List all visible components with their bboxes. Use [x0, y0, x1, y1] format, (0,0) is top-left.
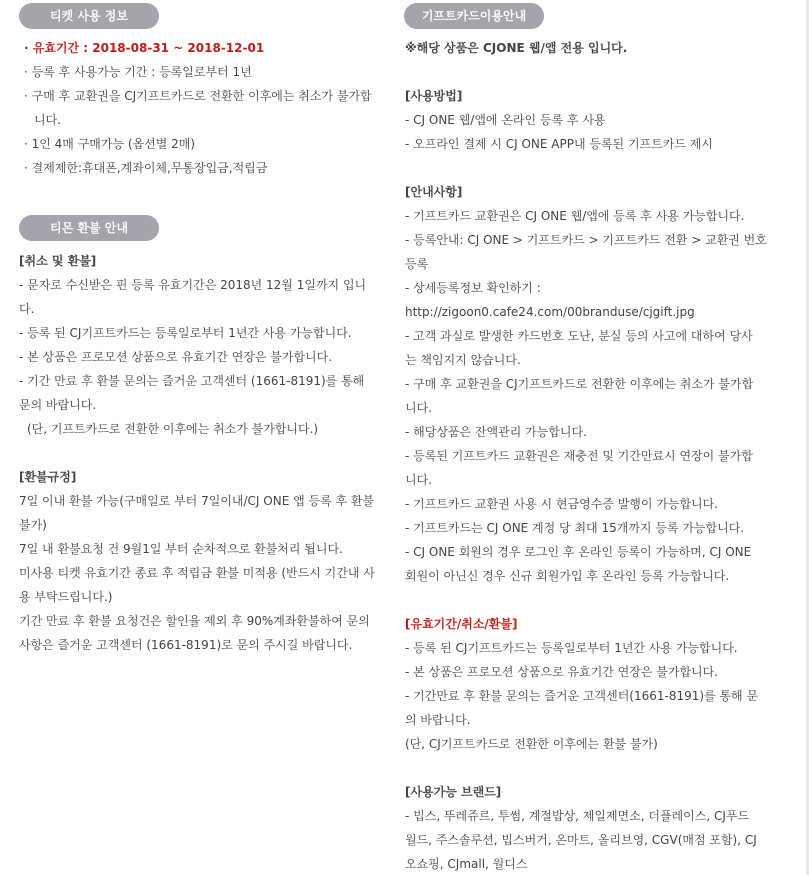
info-line: - 등록안내: CJ ONE > 기프트카드 > 기프트카드 전환 > 교환권 번호: [405, 233, 767, 247]
info-line: - 기프트카드는 CJ ONE 계정 당 최대 15개까지 등록 가능합니다.: [405, 521, 745, 535]
info-line: - 오프라인 결제 시 CJ ONE APP내 등록된 기프트카드 제시: [405, 137, 713, 151]
info-line: · 1인 4매 구매가능 (옵션별 2매): [24, 137, 196, 151]
section-heading: [사용가능 브랜드]: [405, 785, 502, 799]
info-line: 회원이 아닌신 경우 신규 회원가입 후 온라인 등록 가능합니다.: [405, 569, 730, 583]
brand-line: 월드, 주스솔루션, 빕스버거, 온마트, 올리브영, CGV(매점 포함), CJ: [405, 833, 757, 847]
info-line: 등록: [405, 257, 429, 271]
info-line: - CJ ONE 웹/앱에 온라인 등록 후 사용: [405, 113, 606, 127]
info-line: 7일 이내 환불 가능(구매일로 부터 7일이내/CJ ONE 앱 등록 후 환불: [19, 494, 375, 508]
section-heading: [안내사항]: [405, 185, 463, 199]
info-line: - 기간 만료 후 환불 문의는 즐거운 고객센터 (1661-8191)를 통해: [19, 374, 365, 388]
info-line: - 본 상품은 프로모션 상품으로 유효기간 연장은 불가합니다.: [19, 350, 333, 364]
info-line: · 결제제한:휴대폰,계좌이체,무통장입금,적립금: [24, 161, 268, 175]
info-line: 니다.: [405, 473, 432, 487]
info-line: 7일 내 환불요청 건 9월1일 부터 순차적으로 환불처리 됩니다.: [19, 542, 343, 556]
notice-line: ※해당 상품은 CJONE 웹/앱 전용 입니다.: [405, 41, 628, 55]
info-url: http://zigoon0.cafe24.com/00branduse/cjgift.jpg: [405, 305, 695, 319]
section-heading: [환불규정]: [19, 470, 77, 484]
info-line: - 고객 과실로 발생한 카드번호 도난, 분실 등의 사고에 대하여 당사: [405, 329, 753, 343]
section-heading: [취소 및 환불]: [19, 254, 97, 268]
info-line: 의 바랍니다.: [405, 713, 471, 727]
giftcard-guide-header: 기프트카드이용안내: [404, 3, 544, 29]
info-line: - 등록된 기프트카드 교환권은 재충전 및 기간만료시 연장이 불가합: [405, 449, 753, 463]
info-line: - 상세등록정보 확인하기 :: [405, 281, 541, 295]
info-line: - 기간만료 후 환불 문의는 즐거운 고객센터(1661-8191)를 통해 문: [405, 689, 759, 703]
section-heading: [사용방법]: [405, 89, 463, 103]
info-line: 니다.: [405, 401, 432, 415]
section-heading-validity: [유효기간/취소/환불]: [405, 617, 518, 631]
info-line: - 본 상품은 프로모션 상품으로 유효기간 연장은 불가합니다.: [405, 665, 719, 679]
info-line: - 등록 된 CJ기프트카드는 등록일로부터 1년간 사용 가능합니다.: [405, 641, 738, 655]
info-line: · 구매 후 교환권을 CJ기프트카드로 전환한 이후에는 취소가 불가합: [24, 89, 372, 103]
info-line: 용 부탁드립니다.): [19, 590, 113, 604]
ticket-info-header: 티켓 사용 정보: [19, 3, 159, 29]
info-line: - 기프트카드 교환권은 CJ ONE 웹/앱에 등록 후 사용 가능합니다.: [405, 209, 745, 223]
brand-line: - 빕스, 뚜레쥬르, 투썸, 계절밥상, 제일제면소, 더플레이스, CJ푸드: [405, 809, 750, 823]
info-line: - 구매 후 교환권을 CJ기프트카드로 전환한 이후에는 취소가 불가합: [405, 377, 754, 391]
info-line: - CJ ONE 회원의 경우 로그인 후 온라인 등록이 가능하며, CJ ONE: [405, 545, 752, 559]
info-line: - 등록 된 CJ기프트카드는 등록일로부터 1년간 사용 가능합니다.: [19, 326, 352, 340]
validity-period: · 유효기간 : 2018-08-31 ~ 2018-12-01: [24, 41, 265, 55]
info-line: (단, CJ기프트카드로 전환한 이후에는 환불 불가): [405, 737, 658, 751]
info-line: 문의 바랍니다.: [19, 398, 97, 412]
brand-line: 오쇼핑, CJmall, 월디스: [405, 857, 528, 871]
info-line: 미사용 티켓 유효기간 종료 후 적립금 환불 미적용 (반드시 기간내 사: [19, 566, 375, 580]
info-line: 사항은 즐거운 고객센터 (1661-8191)로 문의 주시길 바랍니다.: [19, 638, 353, 652]
info-line: 다.: [19, 302, 35, 316]
info-line: 니다.: [34, 113, 61, 127]
info-line: (단, 기프트카드로 전환한 이후에는 취소가 불가합니다.): [27, 422, 319, 436]
info-line: · 등록 후 사용가능 기간 : 등록일로부터 1년: [24, 65, 252, 79]
info-line: - 기프트카드 교환권 사용 시 현금영수증 발행이 가능합니다.: [405, 497, 719, 511]
info-line: - 문자로 수신받은 핀 등록 유효기간은 2018년 12월 1일까지 입니: [19, 278, 367, 292]
info-line: 는 책임지지 않습니다.: [405, 353, 521, 367]
info-line: 기간 만료 후 환불 요청건은 할인율 제외 후 90%계좌환불하여 문의: [19, 614, 370, 628]
refund-info-header: 티몬 환불 안내: [19, 215, 159, 241]
info-line: - 해당상품은 잔액관리 가능합니다.: [405, 425, 587, 439]
info-line: 불가): [19, 518, 47, 532]
